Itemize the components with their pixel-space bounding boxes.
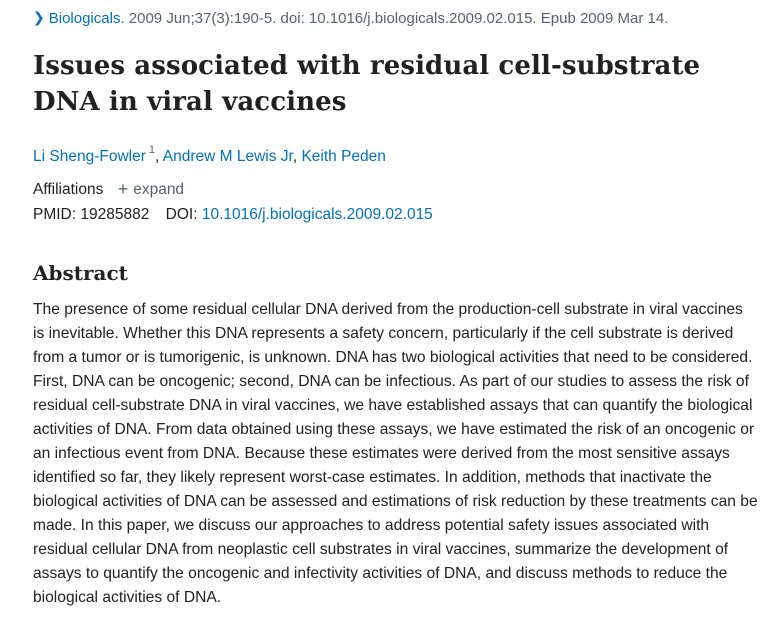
author-separator: ,: [154, 148, 163, 166]
citation-line: [33, 8, 668, 29]
affiliations-row: [33, 177, 184, 201]
plus-icon[interactable]: +: [117, 179, 129, 199]
journal-link[interactable]: Biologicals.: [48, 10, 125, 27]
expand-label[interactable]: expand: [133, 181, 185, 198]
affiliations-expand-button[interactable]: [118, 181, 184, 198]
affiliations-label: Affiliations: [33, 181, 104, 198]
article-title: Issues associated with residual cell-substrate DNA in viral vaccines: [33, 51, 701, 117]
author-separator: ,: [292, 148, 302, 166]
author-link-andrew-m-lewis-jr[interactable]: Andrew M Lewis Jr: [162, 148, 293, 166]
citation-details: 2009 Jun;37(3):190-5. doi: 10.1016/j.biologicals.2009.02.015. Epub 2009 Mar 14.: [124, 10, 669, 27]
pmid-label: PMID:: [33, 206, 77, 223]
doi-link[interactable]: 10.1016/j.biologicals.2009.02.015: [201, 206, 433, 223]
author-list: [33, 141, 386, 168]
chevron-right-icon[interactable]: ❯: [33, 9, 45, 25]
affiliation-ref[interactable]: 1: [148, 144, 155, 156]
abstract-text: The presence of some residual cellular DNA derived from the production-cell substrate in viral vaccines is inevitable. Whether this DNA represents a safety concern, particularly if the cell substrate is derived from a tumor or is tumorigenic, is unknown. DNA has two biological activities that need to be considered. First, DNA can be oncogenic; second, DNA can be infectious. As part of our studies to assess the risk of residual cell-substrate DNA in viral vaccines, we have established assays that can quantify the biological activities of DNA. From data obtained using these assays, we have estimated the risk of an oncogenic or an infectious event from DNA. Because these estimates were derived from the most sensitive assays identified so far, they likely represent worst-case estimates. In addition, methods that inactivate the biological activities of DNA can be assessed and estimations of risk reduction by these treatments can be made. In this paper, we discuss our approaches to address potential safety issues associated with residual cellular DNA from neoplastic cell substrates in viral vaccines, summarize the development of assays to quantify the oncogenic and infectivity activities of DNA, and discuss methods to reduce the biological activities of DNA.: [33, 301, 758, 606]
author-link-keith-peden[interactable]: Keith Peden: [301, 148, 386, 166]
pmid-value: 19285882: [80, 206, 150, 223]
identifiers-row: [33, 204, 433, 226]
author-link-li-sheng-fowler[interactable]: Li Sheng-Fowler: [33, 148, 146, 166]
doi-label: DOI:: [165, 206, 198, 223]
abstract-heading: Abstract: [33, 261, 128, 285]
